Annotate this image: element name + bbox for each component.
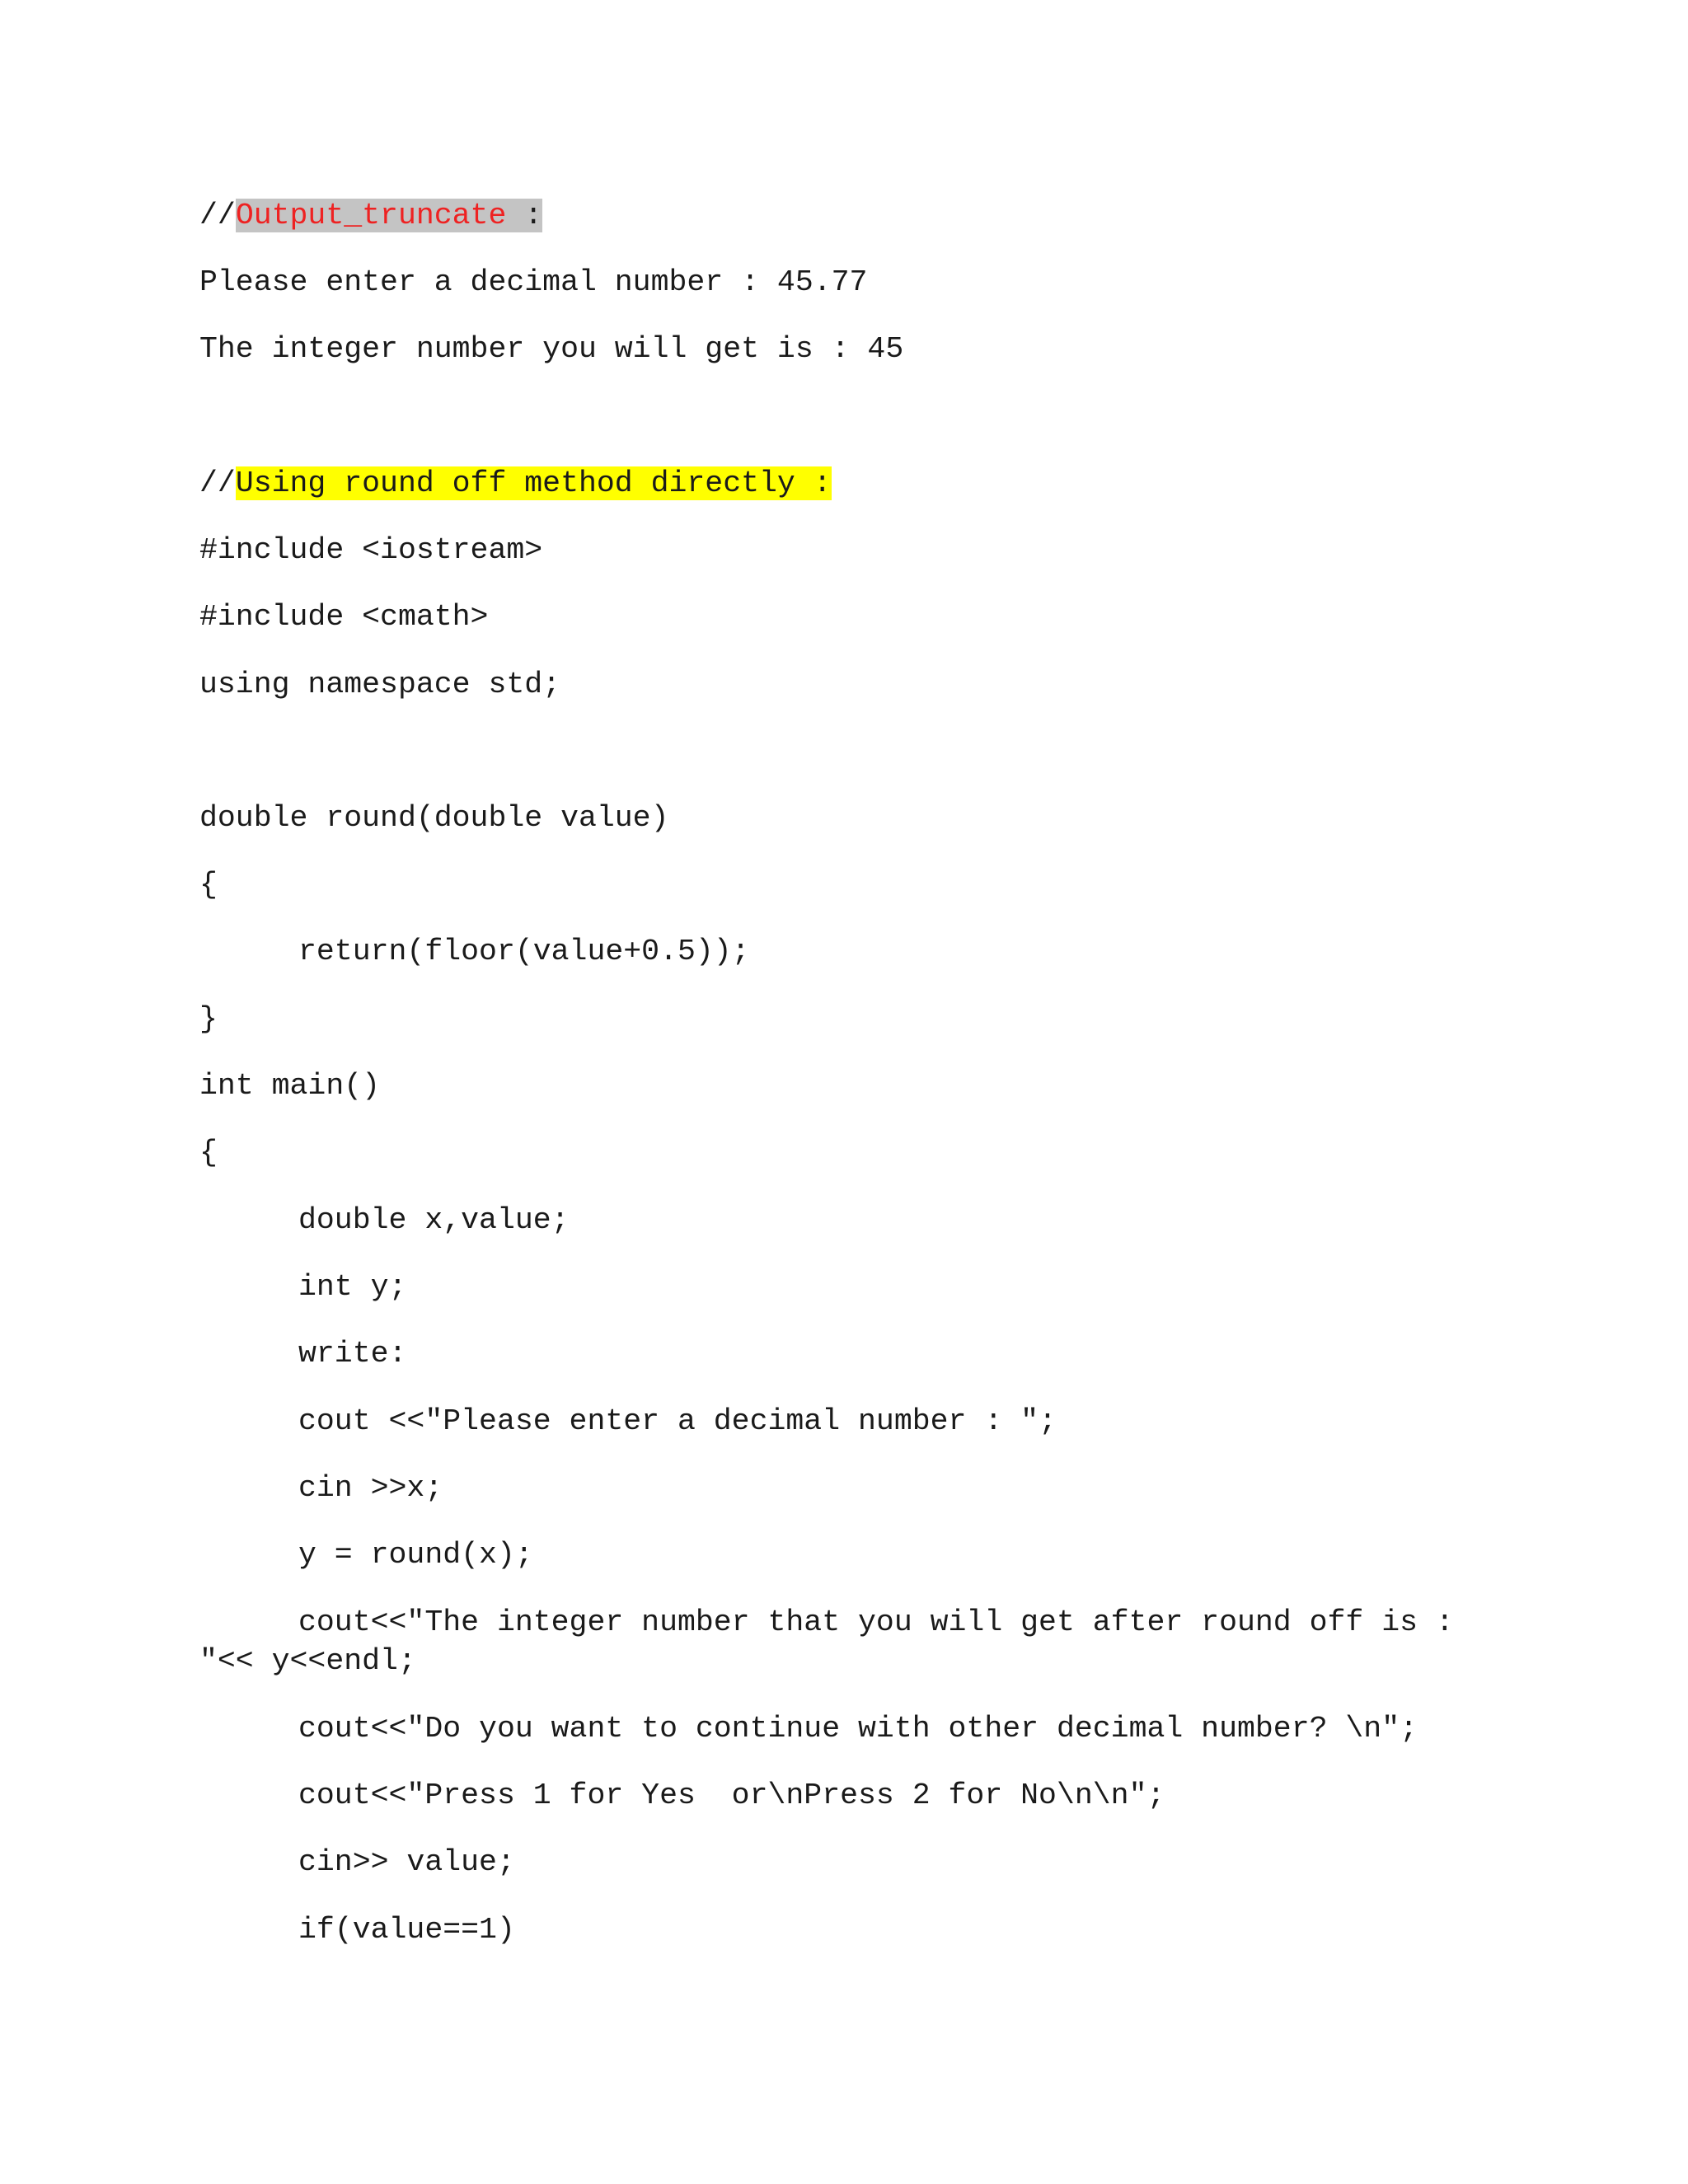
code-decl-double: double x,value; (298, 1203, 570, 1237)
code-cout-result-line1: cout<<"The integer number that you will get after round off is : (298, 1605, 1454, 1639)
output-line-result: The integer number you will get is : 45 (199, 332, 904, 366)
output-line-prompt: Please enter a decimal number : 45.77 (199, 265, 868, 299)
truncate-heading-label: Output_truncate (235, 199, 507, 232)
truncate-heading-highlight (236, 199, 542, 232)
code-cout-press: cout<<"Press 1 for Yes or\nPress 2 for No\n\n"; (298, 1779, 1165, 1812)
code-assign-y: y = round(x); (298, 1538, 533, 1572)
code-round-signature: double round(double value) (199, 801, 669, 835)
code-include-cmath: #include <cmath> (199, 600, 489, 634)
code-if-value: if(value==1) (298, 1913, 515, 1947)
truncate-output-heading (199, 198, 542, 234)
code-label-write: write: (298, 1337, 407, 1371)
code-main-signature: int main() (199, 1069, 381, 1103)
comment-prefix: // (199, 466, 236, 500)
code-include-iostream: #include <iostream> (199, 533, 543, 567)
code-round-return: return(floor(value+0.5)); (298, 935, 750, 968)
round-heading-label: Using round off method directly : (235, 466, 832, 500)
code-cin-x: cin >>x; (298, 1471, 443, 1505)
code-round-open-brace: { (199, 868, 218, 902)
comment-prefix: // (199, 199, 236, 232)
code-decl-int: int y; (298, 1270, 407, 1304)
round-method-heading (199, 466, 832, 502)
code-using-namespace: using namespace std; (199, 668, 561, 701)
code-cin-value: cin>> value; (298, 1845, 515, 1879)
code-cout-continue: cout<<"Do you want to continue with other decimal number? \n"; (298, 1712, 1418, 1746)
code-main-open-brace: { (199, 1136, 218, 1169)
truncate-heading-suffix: : (506, 199, 543, 232)
code-cout-result-line2: "<< y<<endl; (199, 1644, 416, 1678)
code-cout-prompt: cout <<"Please enter a decimal number : "; (298, 1404, 1057, 1438)
code-round-close-brace: } (199, 1002, 218, 1036)
